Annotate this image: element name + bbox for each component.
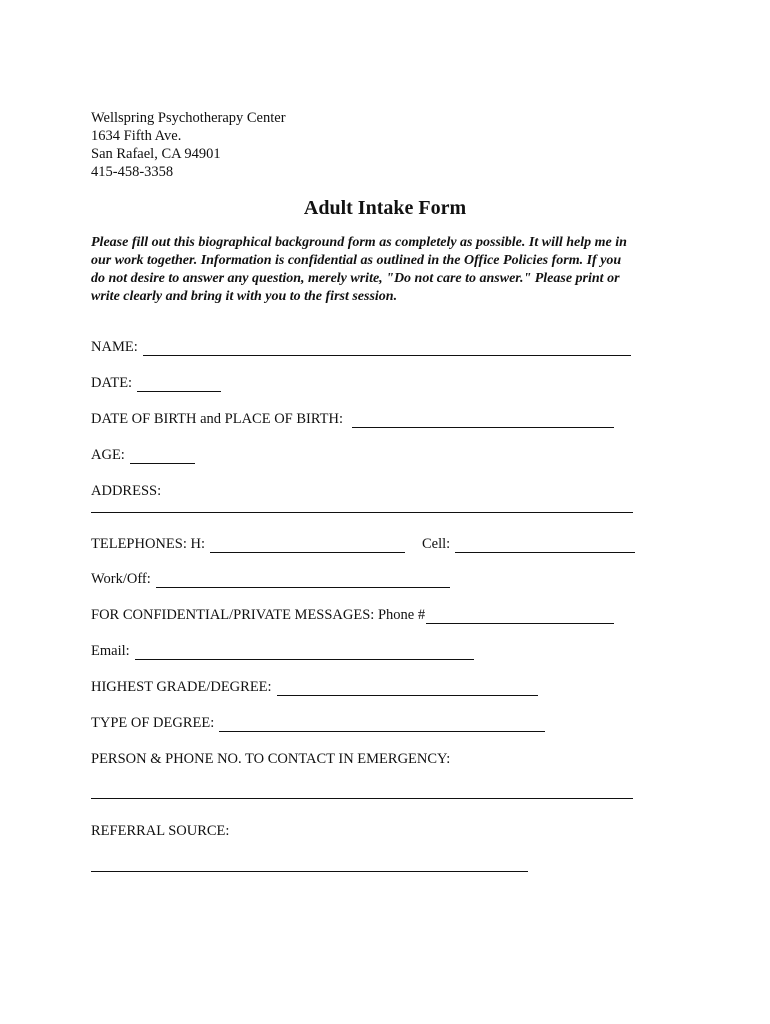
telephones-cell-label: Cell: (421, 536, 451, 552)
age-row (91, 446, 195, 464)
work-phone-field[interactable] (156, 573, 450, 588)
letterhead (91, 109, 286, 181)
dob-row (91, 410, 614, 428)
intro-instructions (91, 234, 691, 306)
age-label: AGE: (91, 447, 125, 463)
date-row (91, 374, 221, 392)
org-name: Wellspring Psychotherapy Center (91, 110, 286, 126)
work-phone-row (91, 570, 450, 588)
name-label: NAME: (91, 339, 138, 355)
dob-field[interactable] (352, 413, 614, 428)
telephones-row (91, 535, 635, 553)
intro-line: write clearly and bring it with you to the first session. (91, 289, 398, 304)
confidential-phone-label: FOR CONFIDENTIAL/PRIVATE MESSAGES: Phone # (91, 607, 426, 623)
city-state-zip: San Rafael, CA 94901 (91, 146, 221, 162)
email-label: Email: (91, 643, 130, 659)
highest-grade-field[interactable] (277, 681, 538, 696)
referral-source-label: REFERRAL SOURCE: (91, 823, 230, 839)
dob-label: DATE OF BIRTH and PLACE OF BIRTH: (91, 411, 344, 427)
intro-line: do not desire to answer any question, merely write, "Do not care to answer." Please print or (91, 271, 620, 286)
emergency-contact-field[interactable] (91, 798, 633, 799)
name-row (91, 338, 631, 356)
home-phone-field[interactable] (210, 538, 405, 553)
cell-phone-field[interactable] (455, 538, 635, 553)
name-field[interactable] (143, 341, 631, 356)
address-row (91, 482, 161, 500)
email-row (91, 642, 474, 660)
referral-source-field[interactable] (91, 871, 528, 872)
form-title: Adult Intake Form (303, 197, 467, 219)
street-address: 1634 Fifth Ave. (91, 128, 182, 144)
telephones-home-label: TELEPHONES: H: (91, 536, 205, 552)
highest-grade-label: HIGHEST GRADE/DEGREE: (91, 679, 272, 695)
org-phone: 415-458-3358 (91, 164, 174, 180)
email-field[interactable] (135, 645, 474, 660)
referral-source-row (91, 822, 229, 840)
degree-type-row (91, 714, 545, 732)
degree-type-label: TYPE OF DEGREE: (91, 715, 215, 731)
highest-grade-row (91, 678, 538, 696)
emergency-contact-label: PERSON & PHONE NO. TO CONTACT IN EMERGENCY: (91, 751, 451, 767)
work-phone-label: Work/Off: (91, 571, 151, 587)
date-label: DATE: (91, 375, 133, 391)
age-field[interactable] (130, 449, 195, 464)
address-field[interactable] (91, 512, 633, 513)
degree-type-field[interactable] (219, 717, 545, 732)
intro-line: our work together. Information is confidential as outlined in the Office Policies form. If you (91, 253, 622, 268)
emergency-contact-row (91, 750, 450, 768)
confidential-phone-field[interactable] (426, 609, 614, 624)
confidential-phone-row (91, 606, 614, 624)
date-field[interactable] (137, 377, 221, 392)
intro-line: Please fill out this biographical background form as completely as possible. It will help me in (91, 235, 627, 250)
address-label: ADDRESS: (91, 483, 162, 499)
